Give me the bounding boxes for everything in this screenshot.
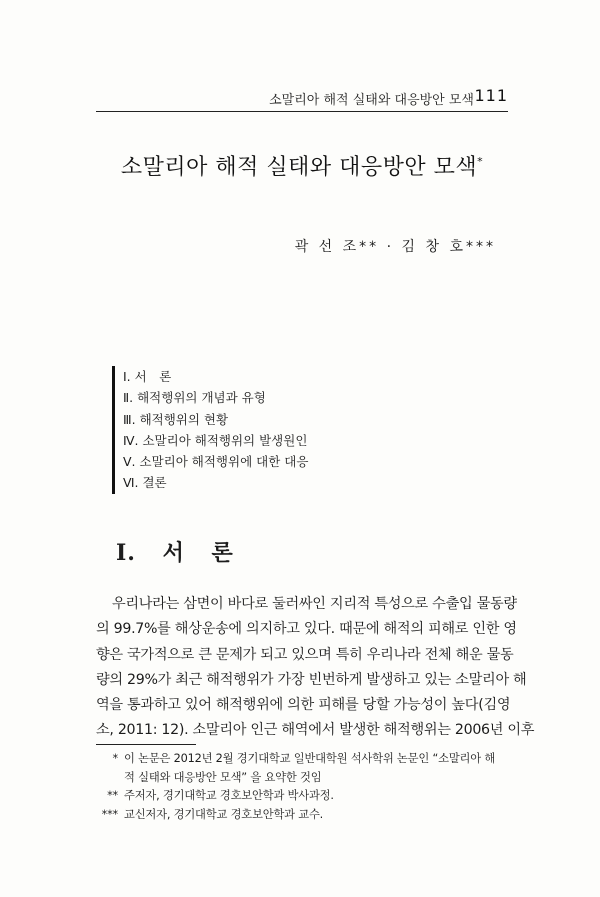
- running-title: 소말리아 해적 실태와 대응방안 모색: [269, 93, 474, 108]
- body-line: 우리나라는 삼면이 바다로 둘러싸인 지리적 특성으로 수출입 물동량: [112, 596, 517, 612]
- footnote: [96, 806, 516, 825]
- running-header: [96, 86, 508, 110]
- header-divider: [96, 111, 508, 112]
- footnotes: [96, 750, 516, 824]
- body-line: 의 99.7%를 해상운송에 의지하고 있다. 때문에 해적의 피해로 인한 영: [96, 621, 517, 638]
- body-line: 역을 통과하고 있어 해적행위에 의한 피해를 당할 가능성이 높다(김영: [96, 697, 511, 714]
- paper-title: [96, 150, 508, 181]
- body-line: 소, 2011: 12). 소말리아 인근 해역에서 발생한 해적행위는 2006년 이후: [96, 722, 535, 739]
- footnote-text: 교신저자, 경기대학교 경호보안학과 교수.: [124, 807, 324, 821]
- toc-item: Ⅲ. 해적행위의 현황: [123, 411, 229, 427]
- footnote: [96, 787, 516, 806]
- footnote-mark: *: [112, 752, 118, 765]
- footnote-divider: [96, 744, 196, 745]
- page-number: 111: [474, 86, 508, 105]
- toc-item: Ⅰ. 서 론: [123, 369, 172, 384]
- body-paragraph: [96, 592, 535, 744]
- table-of-contents: [112, 366, 423, 494]
- body-line: 향은 국가적으로 큰 문제가 되고 있으며 특히 우리나라 전체 해운 물동: [96, 646, 514, 663]
- footnote-text: 이 논문은 2012년 2월 경기대학교 일반대학원 석사학위 논문인 “소말리아 해: [124, 752, 496, 765]
- title-footnote-mark: *: [477, 155, 484, 168]
- toc-item: Ⅵ. 결론: [123, 475, 167, 491]
- body-line: 량의 29%가 최근 해적행위가 가장 빈번하게 발생하고 있는 소말리아 해: [96, 671, 527, 688]
- toc-item: Ⅴ. 소말리아 해적행위에 대한 대응: [123, 454, 309, 470]
- footnote: [96, 750, 516, 769]
- footnote-text: 적 실태와 대응방안 모색” 을 요약한 것임: [124, 770, 322, 784]
- authors: 곽 선 조** · 김 창 호***: [294, 239, 496, 255]
- section-heading: Ⅰ. 서 론: [116, 540, 234, 566]
- footnote-mark: ***: [101, 807, 118, 821]
- paper-title-text: 소말리아 해적 실태와 대응방안 모색: [120, 155, 478, 180]
- footnote-text: 주저자, 경기대학교 경호보안학과 박사과정.: [124, 789, 334, 802]
- toc-item: Ⅱ. 해적행위의 개념과 유형: [123, 390, 266, 406]
- footnote-mark: **: [107, 789, 118, 802]
- toc-item: Ⅳ. 소말리아 해적행위의 발생원인: [123, 432, 308, 448]
